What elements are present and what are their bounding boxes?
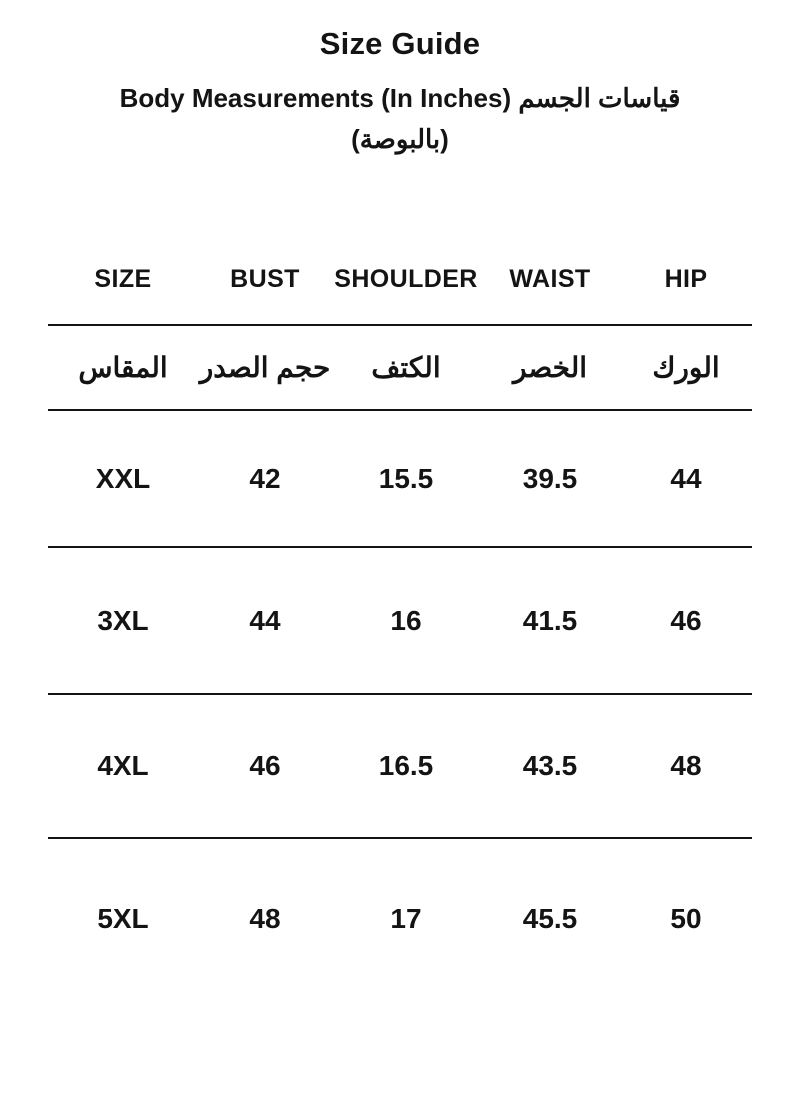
column-header-size-ar: المقاس xyxy=(78,352,168,383)
shoulder-value: 15.5 xyxy=(378,462,434,494)
table-header-row-ar xyxy=(48,326,752,409)
table-header-row-en xyxy=(48,235,752,324)
table-row xyxy=(48,411,752,546)
column-header-hip-ar: الورك xyxy=(652,352,720,383)
bust-value: 44 xyxy=(249,604,281,636)
table-row xyxy=(48,695,752,837)
subtitle-line-1: Body Measurements (In Inches) قياسات الجسم xyxy=(119,83,681,113)
waist-value: 45.5 xyxy=(522,903,578,934)
shoulder-value: 16.5 xyxy=(378,750,434,781)
bust-value: 48 xyxy=(249,903,281,934)
hip-value: 50 xyxy=(670,903,702,934)
shoulder-value: 17 xyxy=(390,903,422,934)
page-subtitle xyxy=(0,78,800,160)
column-header-shoulder: SHOULDER xyxy=(334,265,478,293)
size-label: 4XL xyxy=(97,750,149,781)
subtitle-line-2: (بالبوصة) xyxy=(351,124,449,154)
waist-value: 41.5 xyxy=(522,604,578,636)
bust-value: 42 xyxy=(249,462,281,494)
hip-value: 48 xyxy=(670,750,702,781)
table-row xyxy=(48,548,752,693)
column-header-bust-ar: حجم الصدر xyxy=(199,352,331,383)
column-header-shoulder-ar: الكتف xyxy=(371,352,441,383)
hip-value: 44 xyxy=(670,462,702,494)
column-header-size: SIZE xyxy=(94,265,152,293)
size-label: 3XL xyxy=(97,604,149,636)
column-header-waist: WAIST xyxy=(509,265,591,293)
table-row xyxy=(48,839,752,999)
size-label: XXL xyxy=(95,462,151,494)
column-header-hip: HIP xyxy=(664,265,708,293)
size-table xyxy=(48,235,752,999)
size-label: 5XL xyxy=(97,903,149,934)
column-header-waist-ar: الخصر xyxy=(512,352,588,383)
column-header-bust: BUST xyxy=(230,265,300,293)
bust-value: 46 xyxy=(249,750,281,781)
waist-value: 39.5 xyxy=(522,462,578,494)
page-title: Size Guide xyxy=(319,26,481,61)
waist-value: 43.5 xyxy=(522,750,578,781)
hip-value: 46 xyxy=(670,604,702,636)
shoulder-value: 16 xyxy=(390,604,422,636)
